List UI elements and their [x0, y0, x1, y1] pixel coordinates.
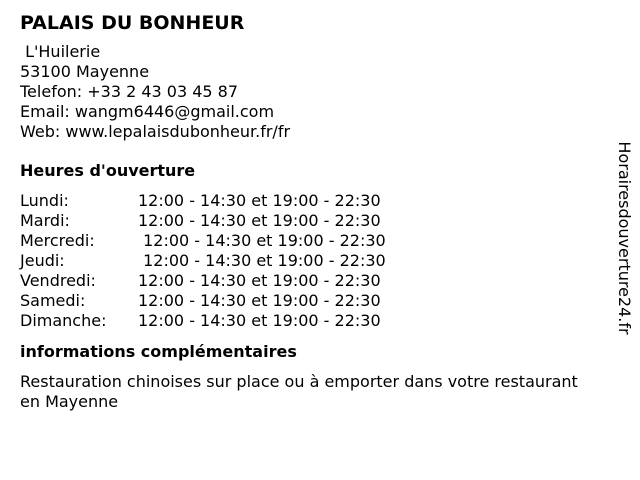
hours-row-jeudi: [20, 251, 610, 271]
hours-time: 12:00 - 14:30 et 19:00 - 22:30: [138, 291, 381, 310]
hours-day: Mercredi:: [20, 231, 95, 250]
email-line: Email: wangm6446@gmail.com: [20, 102, 275, 121]
hours-row-mercredi: [20, 231, 610, 251]
hours-table: [20, 191, 610, 331]
hours-day: Dimanche:: [20, 311, 107, 330]
business-name: PALAIS DU BONHEUR: [20, 12, 245, 34]
address-city: 53100 Mayenne: [20, 62, 150, 81]
hours-time: 12:00 - 14:30 et 19:00 - 22:30: [138, 211, 381, 230]
address-block: [20, 42, 610, 142]
hours-time: 12:00 - 14:30 et 19:00 - 22:30: [138, 231, 386, 250]
hours-row-samedi: [20, 291, 610, 311]
watermark: Horairesdouverture24.fr: [615, 141, 634, 335]
phone-line: Telefon: +33 2 43 03 45 87: [20, 82, 239, 101]
hours-row-mardi: [20, 211, 610, 231]
hours-time: 12:00 - 14:30 et 19:00 - 22:30: [138, 271, 381, 290]
web-line: Web: www.lepalaisdubonheur.fr/fr: [20, 122, 291, 141]
hours-day: Lundi:: [20, 191, 69, 210]
hours-time: 12:00 - 14:30 et 19:00 - 22:30: [138, 311, 381, 330]
hours-row-lundi: [20, 191, 610, 211]
hours-time: 12:00 - 14:30 et 19:00 - 22:30: [138, 191, 381, 210]
address-street: L'Huilerie: [20, 42, 101, 61]
hours-row-vendredi: [20, 271, 610, 291]
hours-day: Jeudi:: [20, 251, 65, 270]
hours-day: Vendredi:: [20, 271, 96, 290]
hours-day: Samedi:: [20, 291, 86, 310]
business-listing: [20, 11, 610, 412]
hours-row-dimanche: [20, 311, 610, 331]
info-heading: informations complémentaires: [20, 342, 297, 361]
hours-time: 12:00 - 14:30 et 19:00 - 22:30: [138, 251, 386, 270]
info-text: Restauration chinoises sur place ou à emporter dans votre restaurant en Mayenne: [20, 372, 578, 411]
hours-heading: Heures d'ouverture: [20, 161, 196, 180]
hours-day: Mardi:: [20, 211, 70, 230]
